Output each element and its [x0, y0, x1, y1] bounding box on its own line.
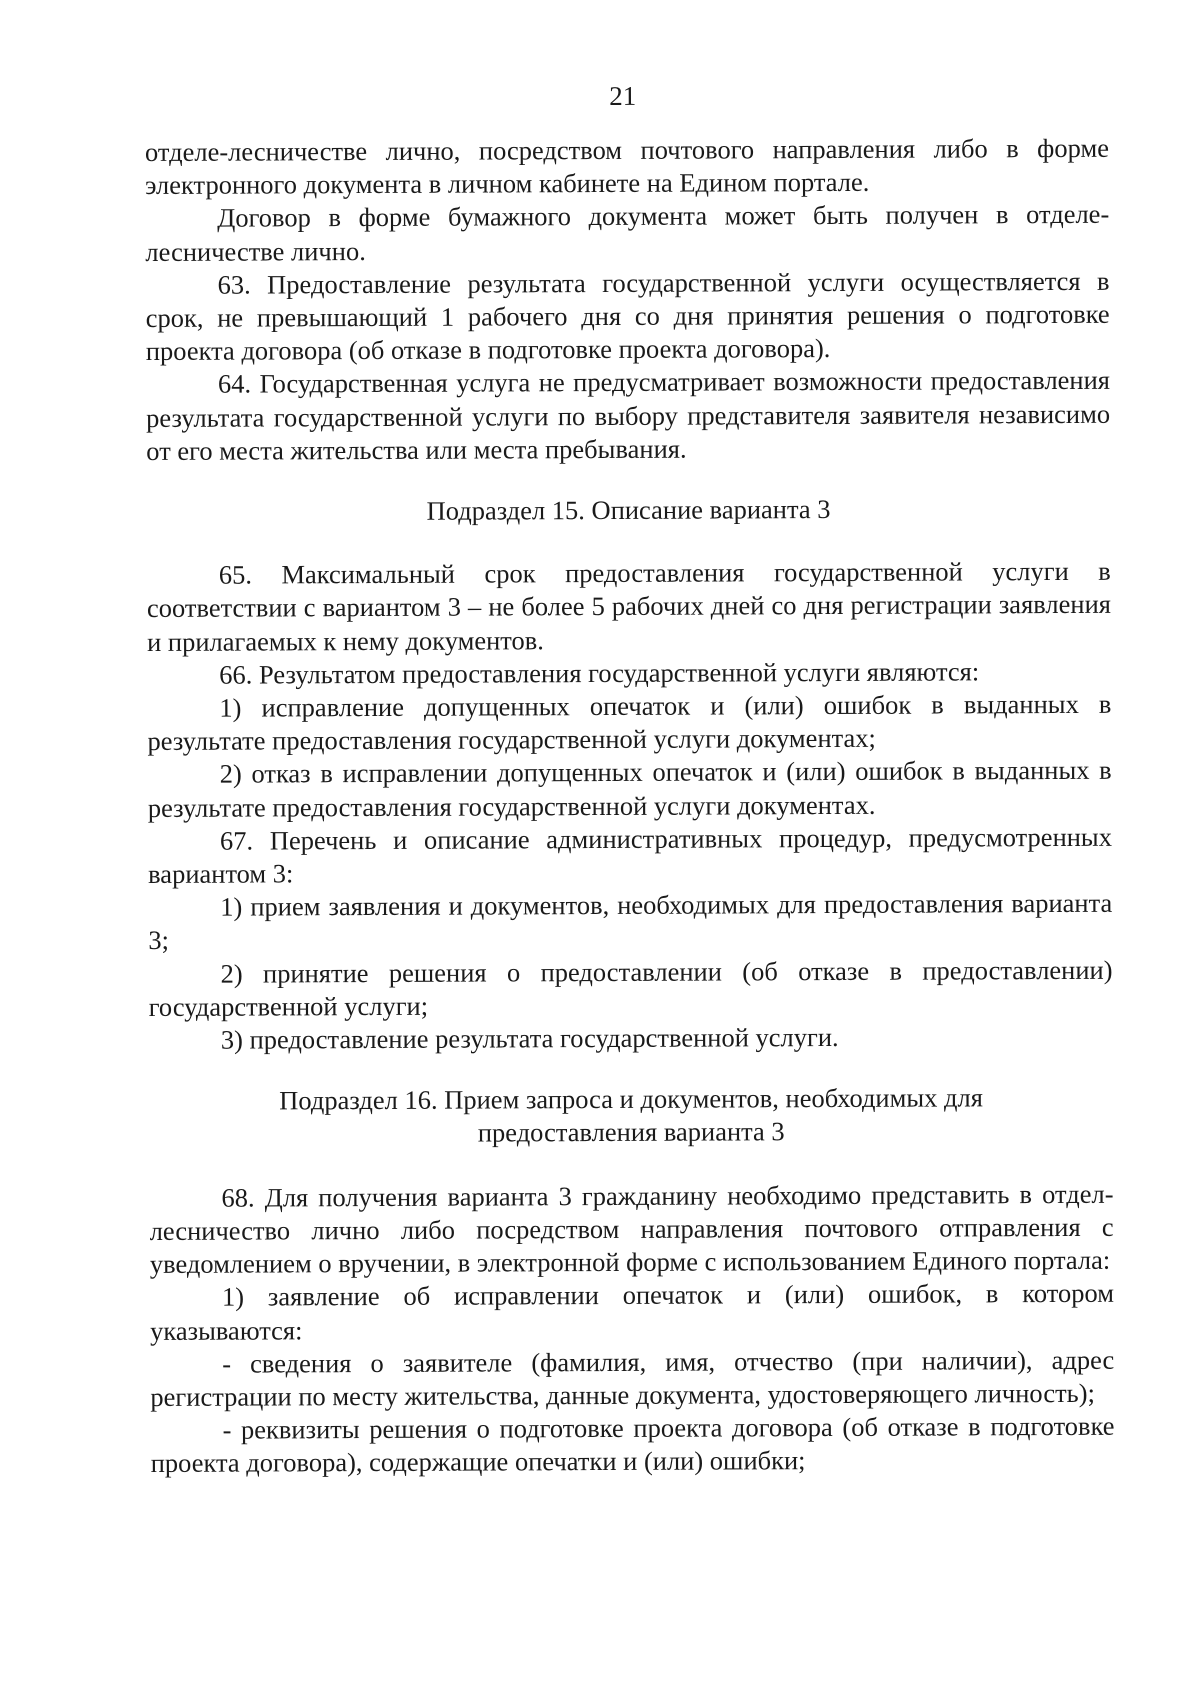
list-item-67-2: 2) принятие решения о предоставлении (об отказе в предоставлении) государственной услуги; — [148, 954, 1113, 1022]
list-item-67-1: 1) прием заявления и документов, необходимых для предоставления варианта 3; — [148, 888, 1113, 956]
paragraph-65: 65. Максимальный срок предоставления государственной услуги в соответствии с вариантом 3 – не более 5 рабочих дней со дня регистрации заявления и прилагаемых к нему документов. — [146, 556, 1111, 657]
list-item-68-1-b: - реквизиты решения о подготовке проекта договора (об отказе в подготовке проекта договора), содержащие опечатки и (или) ошибки; — [150, 1410, 1115, 1479]
heading-line: предоставления варианта 3 — [477, 1116, 785, 1149]
paragraph-63: 63. Предоставление результата государственной услуги осуществляется в срок, не превышающий 1 рабочего дня со дня принятия решения о подготовке проекта договора (об отказе в подготовке проекта договора). — [145, 265, 1110, 367]
paragraph-67: 67. Перечень и описание административных процедур, предусмотренных вариантом 3: — [148, 821, 1113, 890]
page-number: 21 — [609, 80, 637, 111]
list-item-66-2: 2) отказ в исправлении допущенных опечаток и (или) ошибок в выданных в результате предоставления государственной услуги документах. — [147, 755, 1112, 823]
heading-line: Подраздел 15. Описание варианта 3 — [426, 494, 831, 526]
paragraph-68: 68. Для получения варианта 3 гражданину необходимо представить в отдел-лесничество лично либо посредством направления почтового отправления с уведомлением о вручении, в электронной форме с использованием Единого портала: — [149, 1178, 1114, 1280]
list-item-66-1: 1) исправление допущенных опечаток и (или) ошибок в выданных в результате предоставления государственной услуги документах; — [147, 688, 1112, 757]
subsection-heading-16 — [149, 1081, 1113, 1152]
paragraph-66: 66. Результатом предоставления государственной услуги являются: — [219, 656, 980, 690]
paragraph-continuation: отделе-лесничестве лично, посредством почтового направления либо в форме электронного документа в личном кабинете на Едином портале. — [144, 132, 1110, 201]
subsection-heading-15 — [146, 492, 1110, 529]
paragraph-64: 64. Государственная услуга не предусматривает возможности предоставления результата государственной услуги по выбору представителя заявителя независимо от его места жительства или места пребывания. — [146, 365, 1111, 466]
list-item-68-1-a: - сведения о заявителе (фамилия, имя, отчество (при наличии), адрес регистрации по месту жительства, данные документа, удостоверяющего личность); — [150, 1344, 1115, 1412]
heading-line: Подраздел 16. Прием запроса и документов, необходимых для — [279, 1082, 983, 1116]
list-item-67-3: 3) предоставление результата государственной услуги. — [220, 1022, 839, 1055]
list-item-68-1: 1) заявление об исправлении опечаток и (или) ошибок, в котором указываются: — [150, 1278, 1115, 1346]
document-body — [145, 132, 1115, 1481]
paragraph-contract-paper: Договор в форме бумажного документа может быть получен в отделе-лесничестве лично. — [145, 199, 1110, 267]
